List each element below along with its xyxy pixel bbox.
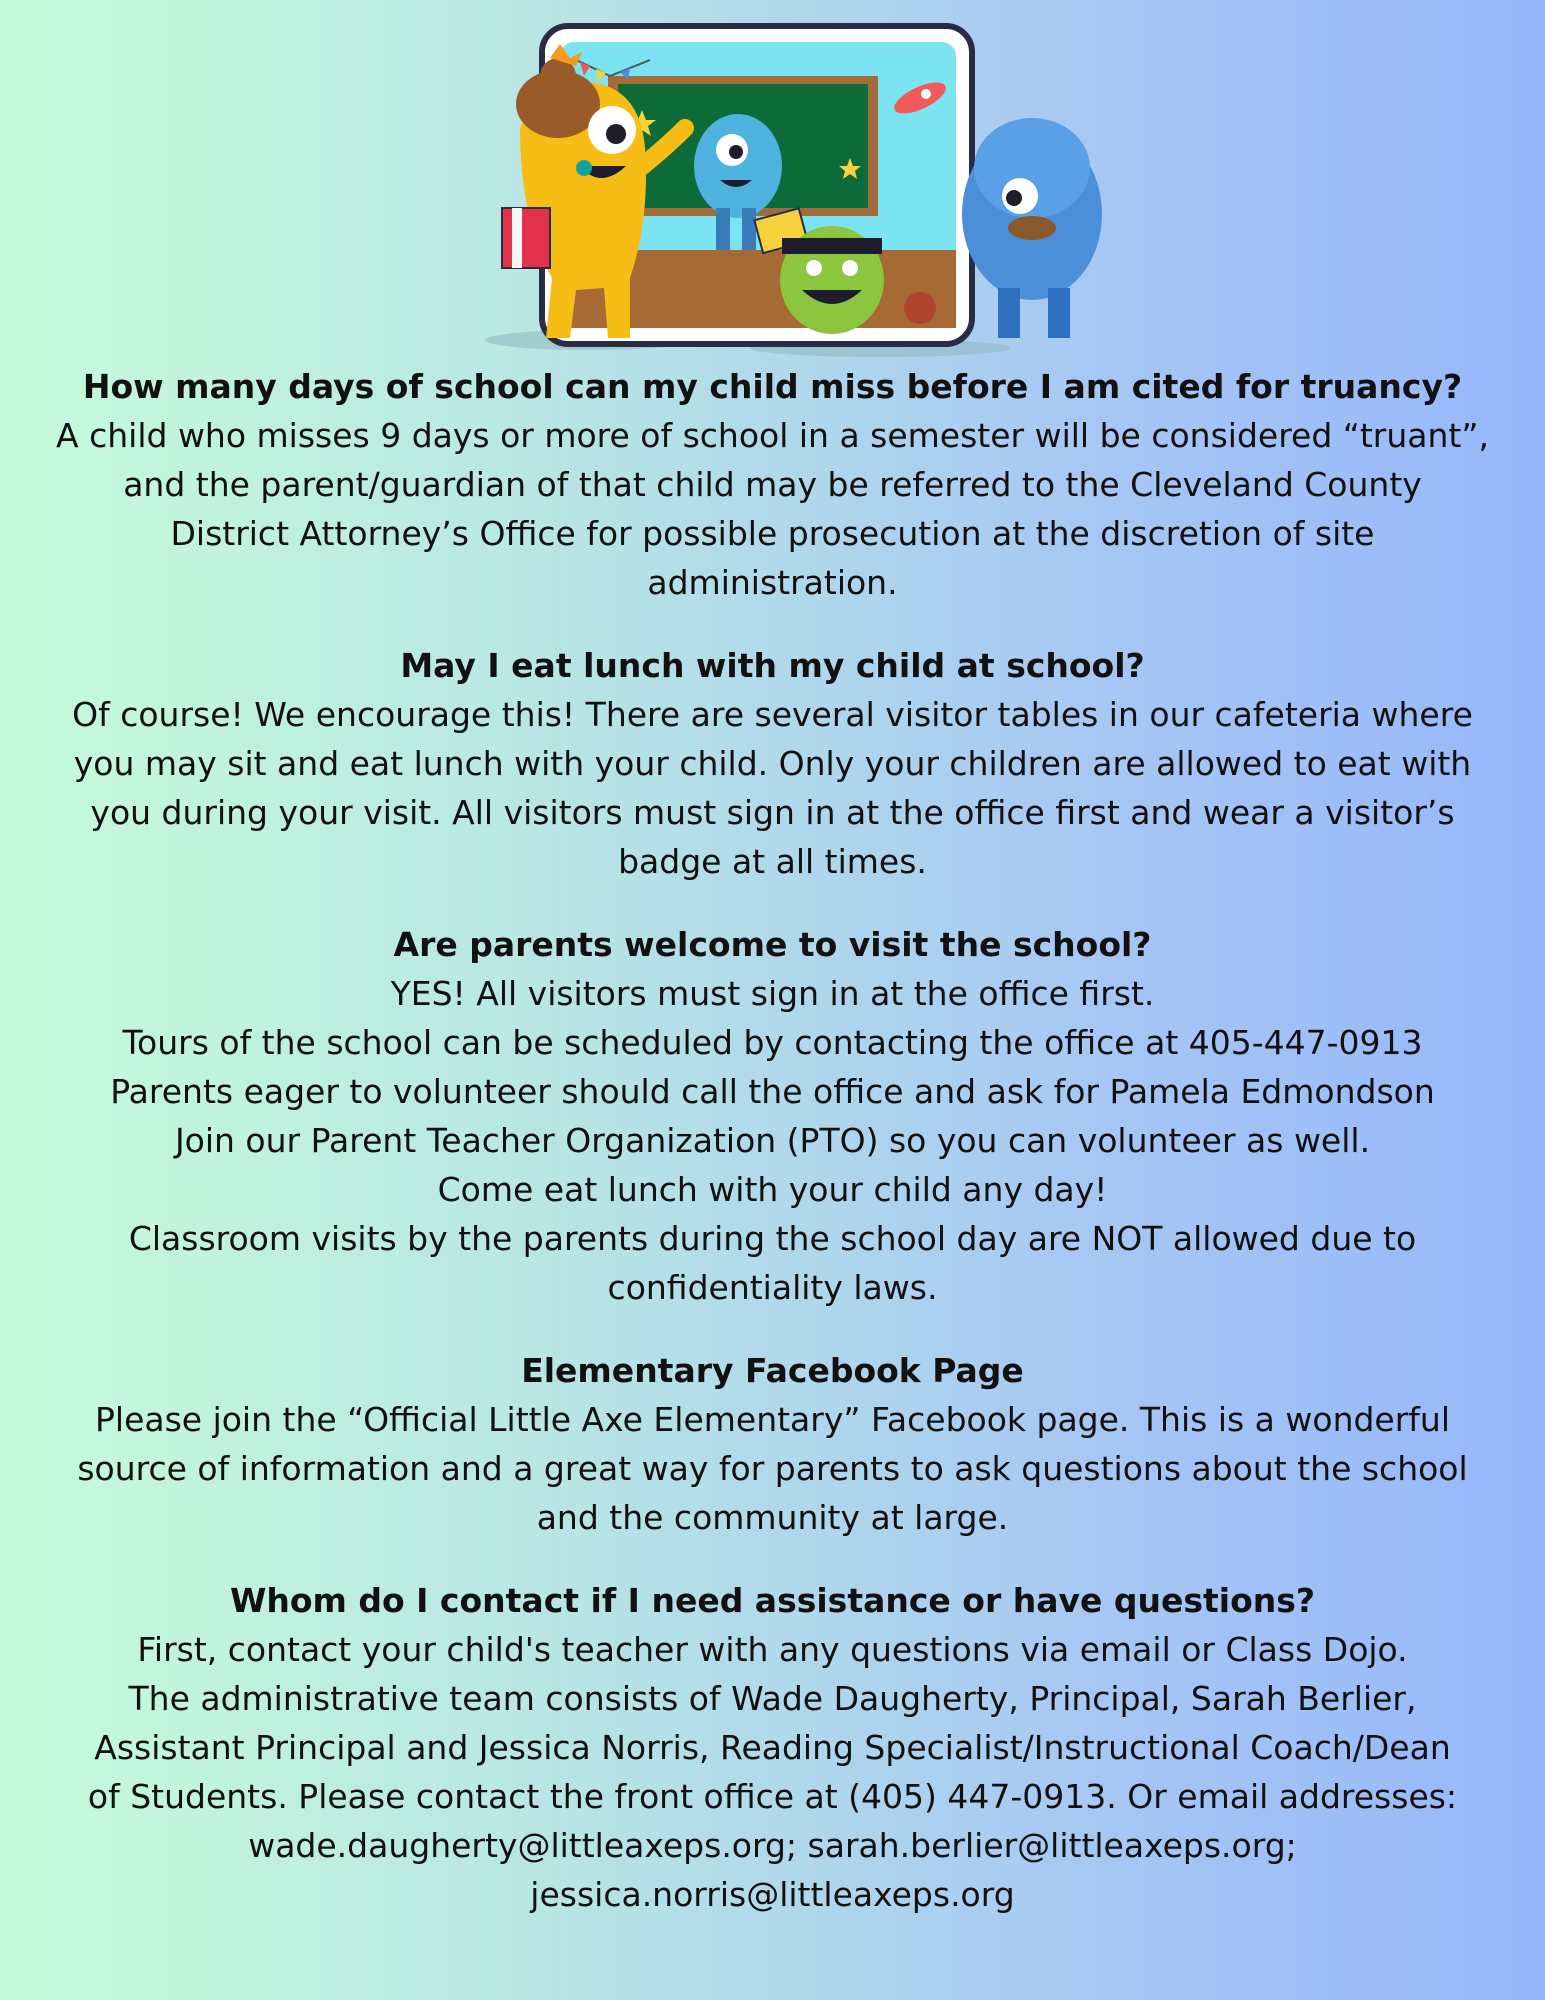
- faq-question: How many days of school can my child miss before I am cited for truancy?: [82, 367, 1463, 406]
- faq-answer-line: you during your visit. All visitors must sign in at the office first and wear a visitor’s: [90, 793, 1455, 832]
- classroom-illustration-icon: [480, 18, 1120, 358]
- faq-answer-line: Classroom visits by the parents during the school day are NOT allowed due to: [128, 1219, 1417, 1258]
- faq-visit: [40, 920, 1505, 1312]
- faq-answer-line: Please join the “Official Little Axe Elementary” Facebook page. This is a wonderful: [95, 1400, 1450, 1439]
- faq-contact: [40, 1576, 1505, 1919]
- faq-answer-line: you may sit and eat lunch with your child. Only your children are allowed to eat with: [73, 744, 1472, 783]
- faq-answer-line: Of course! We encourage this! There are several visitor tables in our cafeteria where: [72, 695, 1473, 734]
- faq-answer-line: Assistant Principal and Jessica Norris, Reading Specialist/Instructional Coach/Dean: [94, 1728, 1451, 1767]
- faq-answer-line: YES! All visitors must sign in at the office first.: [390, 974, 1155, 1013]
- faq-answer-line: A child who misses 9 days or more of school in a semester will be considered “truant”,: [56, 416, 1489, 455]
- faq-answer-line: First, contact your child's teacher with any questions via email or Class Dojo.: [137, 1630, 1408, 1669]
- faq-answer-line: badge at all times.: [618, 842, 927, 881]
- faq-lunch: [40, 641, 1505, 886]
- faq-answer-line: administration.: [647, 563, 898, 602]
- classroom-monsters-illustration: [480, 18, 1120, 358]
- faq-answer-line: District Attorney’s Office for possible prosecution at the discretion of site: [170, 514, 1375, 553]
- faq-email-line[interactable]: jessica.norris@littleaxeps.org: [530, 1875, 1015, 1914]
- faq-question: Elementary Facebook Page: [521, 1351, 1024, 1390]
- faq-answer-line: confidentiality laws.: [607, 1268, 938, 1307]
- faq-question: May I eat lunch with my child at school?: [400, 646, 1145, 685]
- faq-answer-line: Tours of the school can be scheduled by contacting the office at 405-447-0913: [122, 1023, 1423, 1062]
- faq-email-line[interactable]: wade.daugherty@littleaxeps.org; sarah.berlier@littleaxeps.org;: [248, 1826, 1297, 1865]
- faq-question: Are parents welcome to visit the school?: [393, 925, 1152, 964]
- faq-facebook: [40, 1346, 1505, 1542]
- faq-answer-line: The administrative team consists of Wade Daugherty, Principal, Sarah Berlier,: [128, 1679, 1417, 1718]
- faq-answer-line: Parents eager to volunteer should call the office and ask for Pamela Edmondson: [110, 1072, 1435, 1111]
- faq-content: [40, 362, 1505, 1953]
- faq-answer-line: source of information and a great way for parents to ask questions about the school: [77, 1449, 1468, 1488]
- faq-answer-line: and the parent/guardian of that child may be referred to the Cleveland County: [123, 465, 1422, 504]
- faq-truancy: [40, 362, 1505, 607]
- faq-answer-line: of Students. Please contact the front office at (405) 447-0913. Or email addresses:: [87, 1777, 1458, 1816]
- faq-answer-line: Join our Parent Teacher Organization (PTO) so you can volunteer as well.: [174, 1121, 1371, 1160]
- faq-answer-line: Come eat lunch with your child any day!: [437, 1170, 1108, 1209]
- faq-answer-line: and the community at large.: [536, 1498, 1009, 1537]
- faq-question: Whom do I contact if I need assistance or have questions?: [229, 1581, 1316, 1620]
